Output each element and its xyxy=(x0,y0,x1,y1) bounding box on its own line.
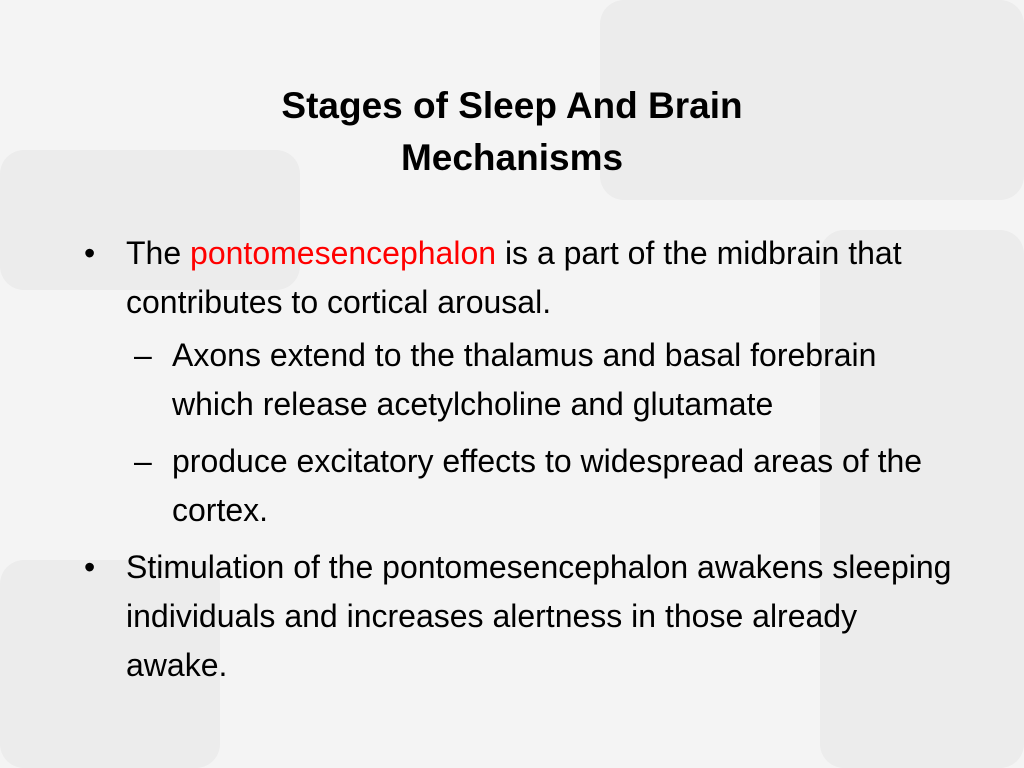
bullet-item xyxy=(84,543,964,690)
bullet-icon: • xyxy=(84,549,96,585)
bullet-icon: • xyxy=(84,235,96,271)
dash-icon: – xyxy=(134,443,152,479)
dash-icon: – xyxy=(134,337,152,373)
bullet-text: Stimulation of the pontomesencephalon awakens sleeping individuals and increases alertness in those already awake. xyxy=(126,549,952,683)
sub-bullet-item xyxy=(126,437,964,535)
sub-bullet-text: Axons extend to the thalamus and basal forebrain which release acetylcholine and glutamate xyxy=(172,337,877,422)
bullet-text-prefix: The xyxy=(126,235,191,271)
sub-bullet-list xyxy=(126,331,964,535)
highlighted-term: pontomesencephalon xyxy=(190,235,497,271)
bullet-list xyxy=(84,229,964,697)
title-line-1: Stages of Sleep And Brain xyxy=(281,85,743,126)
sub-bullet-item xyxy=(126,331,964,429)
title-line-2: Mechanisms xyxy=(400,137,624,178)
slide-title xyxy=(112,80,912,184)
bullet-text-suffix: is a part of the midbrain that contributes to cortical arousal. xyxy=(126,235,902,320)
sub-bullet-text: produce excitatory effects to widespread areas of the cortex. xyxy=(172,443,923,528)
bullet-item xyxy=(84,229,964,535)
